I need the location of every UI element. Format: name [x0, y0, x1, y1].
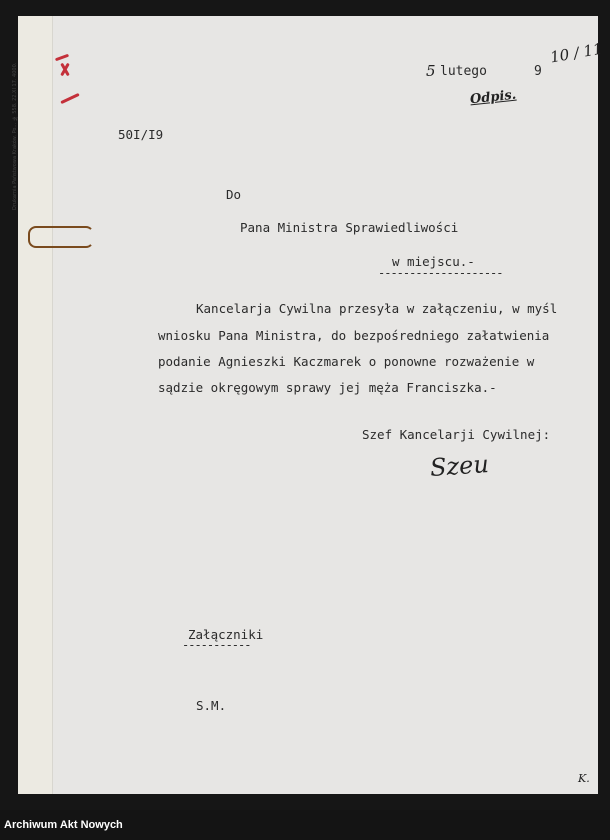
- signature: Szeu: [429, 449, 490, 483]
- attachments-underline: -----------: [182, 638, 251, 652]
- attachments-label: Załączniki: [188, 627, 264, 642]
- signature-label: Szef Kancelarji Cywilnej:: [362, 427, 551, 442]
- location-underline: --------------------: [378, 266, 503, 280]
- printer-note: Drukarnia Państwowa Kraków. Po... № 558. 22.XI 17. 4000.: [12, 62, 18, 210]
- initials: S.M.: [196, 698, 227, 713]
- body-line-2: wniosku Pana Ministra, do bezpośredniego załatwienia: [158, 328, 550, 343]
- reference-number: 50I/I9: [118, 127, 164, 142]
- corner-numbers: 10 / 11: [548, 39, 604, 67]
- body-line-4: sądzie okręgowym sprawy jej męża Franciszka.-: [158, 380, 497, 395]
- date-day: 5: [426, 62, 436, 80]
- corner-mark: K.: [578, 772, 590, 785]
- archive-footer: [0, 810, 610, 840]
- document-page: [18, 16, 598, 794]
- date-year: 9: [534, 64, 542, 79]
- body-line-1: Kancelarja Cywilna przesyła w załączeniu, w myśl: [196, 301, 558, 316]
- location: w miejscu.-: [392, 254, 475, 269]
- handwritten-odpis: Odpis.: [469, 87, 517, 108]
- addressee: Pana Ministra Sprawiedliwości: [240, 220, 459, 235]
- body-line-3: podanie Agnieszki Kaczmarek o ponowne rozważenie w: [158, 354, 535, 369]
- date-month: lutego: [440, 64, 487, 79]
- to-label: Do: [226, 187, 242, 202]
- page-left-strip: [18, 16, 53, 794]
- archive-name: Archiwum Akt Nowych: [4, 819, 123, 831]
- staple-rust-mark: [28, 226, 94, 248]
